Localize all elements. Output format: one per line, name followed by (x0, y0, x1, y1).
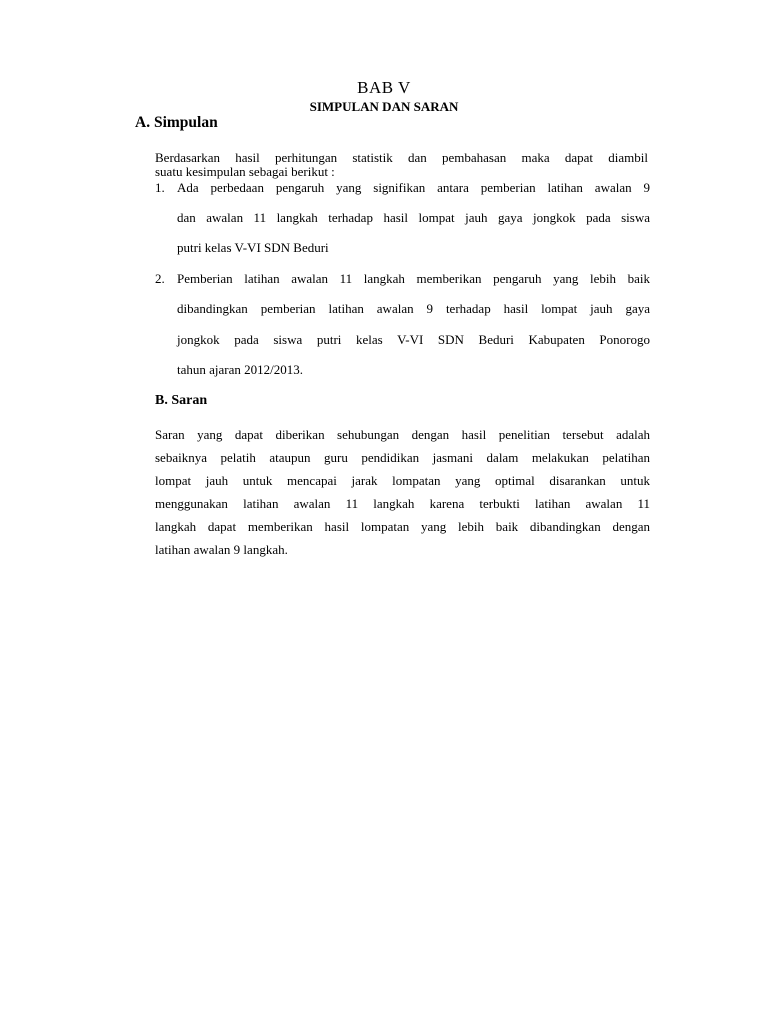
saran-line: langkah dapat memberikan hasil lompatan yang lebih baik dibandingkan dengan (155, 519, 650, 534)
list-number: 2. (155, 271, 165, 286)
intro-line: Berdasarkan hasil perhitungan statistik dan pembahasan maka dapat diambil (155, 150, 648, 165)
saran-line: lompat jauh untuk mencapai jarak lompatan yang optimal disarankan untuk (155, 473, 650, 488)
intro-line: suatu kesimpulan sebagai berikut : (155, 164, 335, 179)
list-line: dibandingkan pemberian latihan awalan 9 terhadap hasil lompat jauh gaya (177, 301, 650, 316)
list-line: tahun ajaran 2012/2013. (177, 362, 303, 377)
section-heading-simpulan: A. Simpulan (135, 114, 218, 131)
list-line: dan awalan 11 langkah terhadap hasil lompat jauh gaya jongkok pada siswa (177, 210, 650, 225)
section-heading-saran: B. Saran (155, 393, 208, 408)
list-line: putri kelas V-VI SDN Beduri (177, 240, 329, 255)
simpulan-intro (155, 151, 648, 179)
chapter-subtitle: SIMPULAN DAN SARAN (309, 99, 459, 114)
list-line: jongkok pada siswa putri kelas V-VI SDN Beduri Kabupaten Ponorogo (177, 332, 650, 347)
saran-line: latihan awalan 9 langkah. (155, 542, 288, 557)
list-number: 1. (155, 180, 165, 195)
saran-line: sebaiknya pelatih ataupun guru pendidikan jasmani dalam melakukan pelatihan (155, 450, 650, 465)
saran-line: menggunakan latihan awalan 11 langkah karena terbukti latihan awalan 11 (155, 496, 650, 511)
list-line: Pemberian latihan awalan 11 langkah memberikan pengaruh yang lebih baik (177, 271, 650, 286)
list-line: Ada perbedaan pengaruh yang signifikan antara pemberian latihan awalan 9 (177, 180, 650, 195)
chapter-title: BAB V (357, 78, 411, 97)
saran-line: Saran yang dapat diberikan sehubungan dengan hasil penelitian tersebut adalah (155, 427, 650, 442)
